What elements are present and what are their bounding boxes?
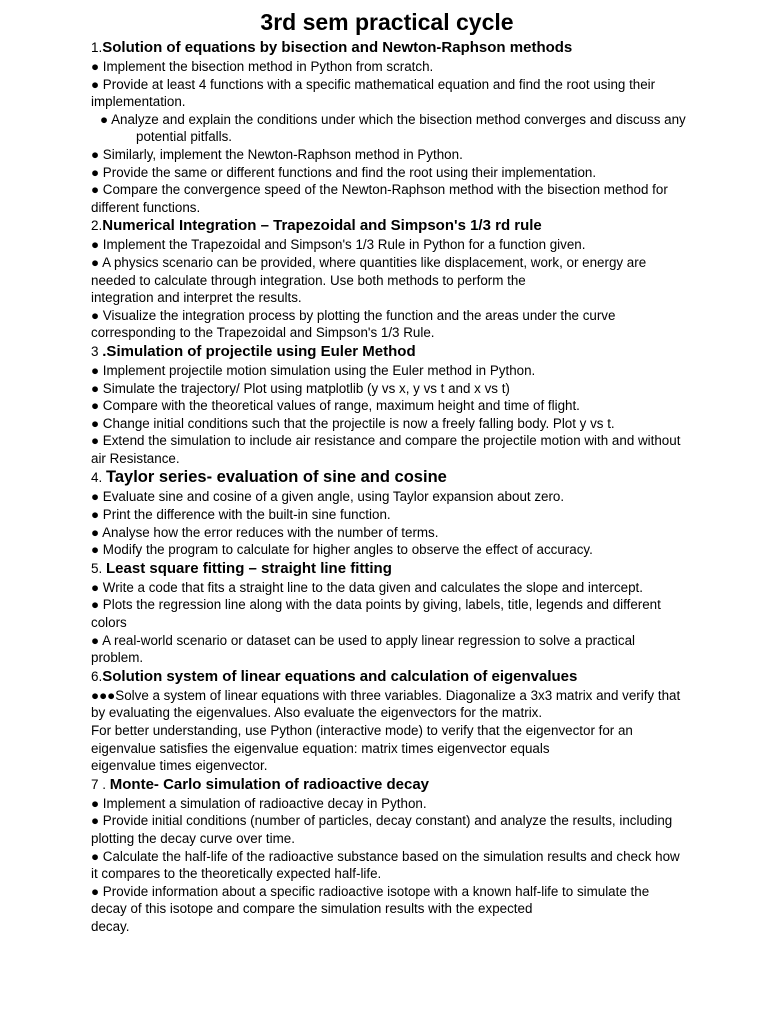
bullet-line: ● Provide initial conditions (number of particles, decay constant) and analyze the results, including (91, 813, 673, 829)
bullet-line: ● Evaluate sine and cosine of a given angle, using Taylor expansion about zero. (91, 489, 565, 505)
bullet-line: ● Modify the program to calculate for higher angles to observe the effect of accuracy. (91, 542, 593, 558)
section-title: Taylor series- evaluation of sine and cosine (106, 468, 447, 487)
bullet-line: it compares to the theoretically expected half-life. (91, 866, 382, 882)
bullet-line: eigenvalue times eigenvector. (91, 758, 268, 774)
bullet-line: ● Implement projectile motion simulation using the Euler method in Python. (91, 362, 536, 378)
bullet-line: ● A physics scenario can be provided, where quantities like displacement, work, or energy are (91, 254, 647, 270)
bullet-line: potential pitfalls. (136, 129, 233, 145)
section-number: 1. (91, 40, 103, 55)
bullet-line: ● Provide the same or different functions and find the root using their implementation. (91, 164, 597, 180)
bullet-line: For better understanding, use Python (interactive mode) to verify that the eigenvector for an (91, 723, 633, 738)
bullet-line: ● Change initial conditions such that the projectile is now a freely falling body. Plot y vs t. (91, 415, 615, 431)
section-number: 7 . (91, 776, 110, 792)
section-heading (91, 667, 731, 687)
bullet-line: ● Provide information about a specific radioactive isotope with a known half-life to simulate the (91, 883, 650, 899)
bullet-line: ● Analyze and explain the conditions under which the bisection method converges and discuss any (100, 111, 686, 127)
section-5 (91, 559, 731, 667)
section-7 (91, 775, 731, 936)
bullet-line: ● Compare the convergence speed of the Newton-Raphson method with the bisection method for (91, 182, 668, 198)
section-heading (91, 559, 731, 579)
bullet-line: ● Analyse how the error reduces with the number of terms. (91, 524, 439, 540)
section-title: .Simulation of projectile using Euler Method (102, 342, 416, 360)
section-2 (91, 216, 731, 342)
bullet-line: problem. (91, 650, 144, 666)
bullet-line: ● Provide at least 4 functions with a specific mathematical equation and find the root using their (91, 76, 656, 92)
document-title: 3rd sem practical cycle (260, 9, 514, 35)
section-number: 3 (91, 343, 103, 359)
document-page (91, 8, 731, 936)
bullet-line: corresponding to the Trapezoidal and Simpson's 1/3 Rule. (91, 325, 435, 341)
section-title: Solution of equations by bisection and Newton-Raphson methods (102, 39, 573, 56)
bullet-line: ● Implement the bisection method in Python from scratch. (91, 59, 434, 74)
bullet-line: air Resistance. (91, 450, 180, 466)
bullet-line: decay. (91, 918, 130, 934)
bullet-line: needed to calculate through integration. Use both methods to perform the (91, 272, 526, 288)
bullet-line: eigenvalue satisfies the eigenvalue equation: matrix times eigenvector equals (91, 740, 550, 756)
bullet-line: ● Write a code that fits a straight line to the data given and calculates the slope and intercept. (91, 579, 643, 595)
bullet-line: ● Implement the Trapezoidal and Simpson's 1/3 Rule in Python for a function given. (91, 237, 586, 253)
bullet-line: ●●●Solve a system of linear equations with three variables. Diagonalize a 3x3 matrix and verify that (91, 687, 681, 703)
section-heading (91, 38, 731, 58)
section-title: Solution system of linear equations and calculation of eigenvalues (102, 667, 578, 685)
bullet-line: different functions. (91, 199, 201, 215)
section-6 (91, 667, 731, 775)
bullet-line: colors (91, 615, 127, 631)
section-title: Least square fitting – straight line fitting (106, 559, 392, 577)
section-title: Monte- Carlo simulation of radioactive decay (109, 775, 429, 793)
bullet-line: ● Compare with the theoretical values of range, maximum height and time of flight. (91, 398, 580, 414)
bullet-line: ● A real-world scenario or dataset can be used to apply linear regression to solve a practical (91, 632, 636, 648)
section-number: 6. (91, 668, 103, 684)
bullet-line: ● Extend the simulation to include air resistance and compare the projectile motion with and without (91, 433, 681, 449)
bullet-line: by evaluating the eigenvalues. Also evaluate the eigenvectors for the matrix. (91, 705, 543, 721)
section-3 (91, 342, 731, 468)
section-number: 5. (91, 560, 107, 576)
section-heading (91, 775, 731, 795)
bullet-line: ● Plots the regression line along with the data points by giving, labels, title, legends and different (91, 597, 661, 613)
bullet-line: ● Simulate the trajectory/ Plot using matplotlib (y vs x, y vs t and x vs t) (91, 380, 510, 396)
section-heading (91, 467, 731, 488)
section-heading (91, 216, 731, 236)
bullet-line: ● Visualize the integration process by plotting the function and the areas under the curve (91, 307, 616, 323)
section-number: 2. (91, 218, 103, 234)
section-title: Numerical Integration – Trapezoidal and Simpson's 1/3 rd rule (102, 217, 542, 235)
section-1 (91, 38, 731, 216)
section-4 (91, 467, 731, 558)
bullet-line: ● Similarly, implement the Newton-Raphson method in Python. (91, 146, 463, 162)
bullet-line: ● Implement a simulation of radioactive decay in Python. (91, 795, 427, 811)
bullet-line: integration and interpret the results. (91, 290, 302, 306)
bullet-line: plotting the decay curve over time. (91, 830, 295, 846)
bullet-line: implementation. (91, 94, 186, 110)
bullet-line: decay of this isotope and compare the simulation results with the expected (91, 901, 533, 917)
bullet-line: ● Calculate the half-life of the radioactive substance based on the simulation results and check how (91, 848, 680, 864)
bullet-line: ● Print the difference with the built-in sine function. (91, 507, 391, 523)
section-number: 4. (91, 470, 107, 486)
section-heading (91, 342, 731, 362)
